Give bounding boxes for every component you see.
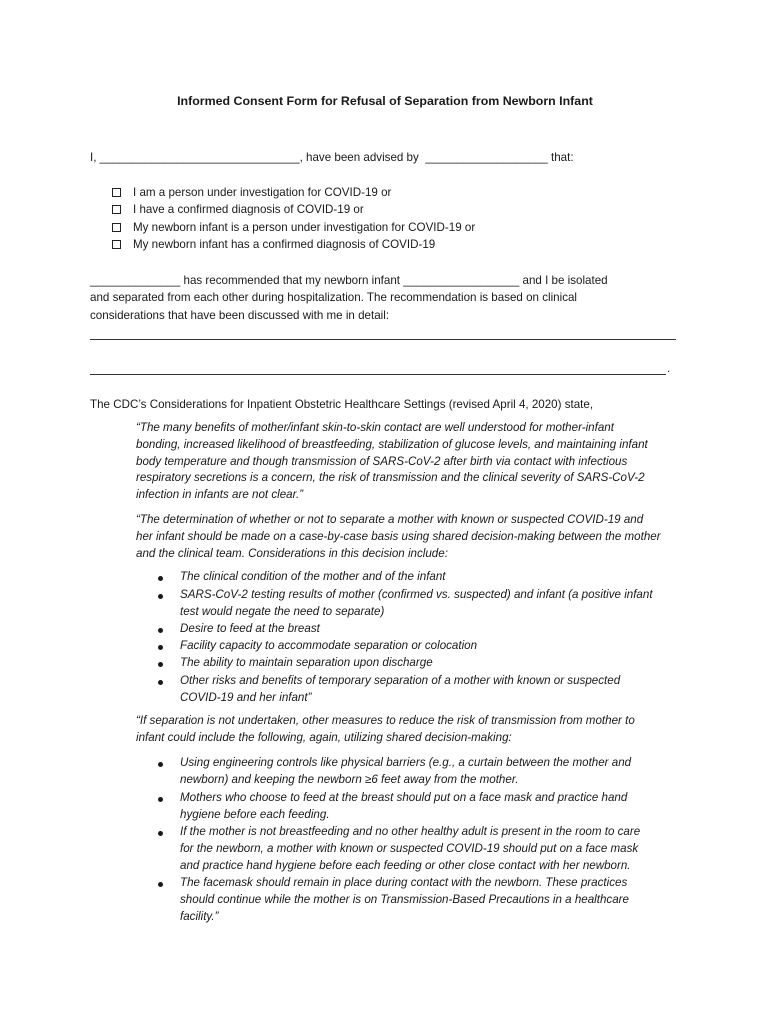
intro-suffix: that: (547, 151, 574, 164)
recommendation-line-2: and separated from each other during hospitalization. The recommendation is based on clinical (90, 291, 578, 304)
list-item (180, 755, 680, 789)
list-item-text: hygiene before each feeding. (180, 807, 330, 821)
quote-separation (136, 512, 684, 562)
quote-line: bonding, increased likelihood of breastfeeding, stabilization of glucose levels, and maintaining infant (136, 437, 648, 451)
recommendation-line-3: considerations that have been discussed with me in detail: (90, 309, 390, 322)
list-item-text: Using engineering controls like physical barriers (e.g., a curtain between the mother and (180, 756, 632, 769)
bullet-icon (158, 797, 163, 802)
detail-end-period: . (667, 362, 671, 375)
list-item-text: Facility capacity to accommodate separation or colocation (180, 639, 478, 652)
list-item-text: If the mother is not breastfeeding and no other healthy adult is present in the room to care (180, 825, 641, 838)
recommendation-line-1: ______________ has recommended that my newborn infant __________________ and I be isolated (90, 274, 608, 287)
checkbox[interactable] (112, 223, 121, 232)
list-item-text: The clinical condition of the mother and of the infant (180, 570, 446, 583)
bullet-icon (158, 831, 163, 836)
quote-line: respiratory secretions is a concern, the risk of transmission and the clinical severity of SARS-CoV-2 (136, 471, 645, 485)
quote-line: infection in infants are not clear.” (136, 488, 304, 502)
quote-not-separated (136, 713, 684, 747)
list-item-text: newborn) and keeping the newborn ≥6 feet away from the mother. (180, 772, 519, 786)
list-item-text: for the newborn, a mother with known or suspected COVID-19 should put on a face mask (180, 841, 639, 855)
checkbox[interactable] (112, 188, 121, 197)
list-item-text: Mothers who choose to feed at the breast should put on a face mask and practice hand (180, 791, 628, 804)
quote-line: her infant should be made on a case-by-case basis using shared decision-making between the mother (136, 529, 661, 543)
checkbox-row-3[interactable] (112, 221, 475, 234)
list-item-text: The ability to maintain separation upon discharge (180, 656, 433, 669)
cdc-intro: The CDC’s Considerations for Inpatient Obstetric Healthcare Settings (revised April 4, 2020) state, (90, 398, 594, 411)
list-item-text: should continue while the mother is on Transmission-Based Precautions in a healthcare (180, 892, 629, 906)
list-item-text: Desire to feed at the breast (180, 622, 320, 635)
bullet-icon (158, 680, 163, 685)
advisor-name-blank[interactable]: ___________________ (425, 151, 548, 164)
bullet-icon (158, 576, 163, 581)
list-item-text: test would negate the need to separate) (180, 604, 385, 618)
list-item-text: COVID-19 and her infant” (180, 690, 312, 704)
list-item-text: facility.” (180, 909, 219, 923)
intro-prefix: I, (90, 151, 100, 164)
checkbox-row-1[interactable] (112, 186, 391, 199)
bullet-icon (158, 882, 163, 887)
quote-line: “The determination of whether or not to separate a mother with known or suspected COVID-19 and (136, 513, 644, 526)
list-item (180, 655, 680, 672)
checkbox-row-4[interactable] (112, 238, 435, 251)
list-item (180, 824, 680, 874)
quote-skin-to-skin (136, 420, 684, 504)
patient-name-blank[interactable]: _______________________________ (99, 151, 300, 164)
bullet-icon (158, 762, 163, 767)
quote-line: and the clinical team. Considerations in this decision include: (136, 546, 448, 560)
list-item (180, 673, 680, 707)
quote-line: infant could include the following, again, utilizing shared decision-making: (136, 730, 512, 744)
list-item (180, 790, 680, 824)
checkbox-label: My newborn infant is a person under investigation for COVID-19 or (133, 221, 476, 234)
checkbox-row-2[interactable] (112, 203, 364, 216)
list-item (180, 875, 680, 925)
list-item-text: and practice hand hygiene before each feeding or other close contact with her newborn. (180, 858, 631, 872)
detail-blank-line-2[interactable] (90, 374, 666, 375)
detail-blank-line-1[interactable] (90, 339, 676, 340)
checkbox-label: I am a person under investigation for COVID-19 or (133, 186, 392, 199)
list-item-text: Other risks and benefits of temporary separation of a mother with known or suspected (180, 674, 621, 687)
bullet-icon (158, 628, 163, 633)
list-item (180, 587, 680, 621)
checkbox[interactable] (112, 240, 121, 249)
bullet-icon (158, 594, 163, 599)
quote-line: body temperature and though transmission of SARS-CoV-2 after birth via contact with infectious (136, 454, 628, 468)
quote-line: “If separation is not undertaken, other measures to reduce the risk of transmission from mother to (136, 714, 635, 727)
quote-line: “The many benefits of mother/infant skin-to-skin contact are well understood for mother-infant (136, 421, 614, 434)
bullet-icon (158, 645, 163, 650)
list-item (180, 569, 680, 586)
bullet-icon (158, 662, 163, 667)
page-title: Informed Consent Form for Refusal of Separation from Newborn Infant (177, 94, 593, 108)
intro-line (90, 151, 574, 164)
checkbox-label: I have a confirmed diagnosis of COVID-19 or (133, 203, 364, 216)
checkbox-label: My newborn infant has a confirmed diagnosis of COVID-19 (133, 238, 436, 251)
list-item-text: SARS-CoV-2 testing results of mother (confirmed vs. suspected) and infant (a positive infant (180, 588, 653, 601)
list-item (180, 638, 680, 655)
list-item-text: The facemask should remain in place during contact with the newborn. These practices (180, 876, 628, 889)
list-item (180, 621, 680, 638)
checkbox[interactable] (112, 205, 121, 214)
intro-middle: , have been advised by (299, 151, 426, 164)
